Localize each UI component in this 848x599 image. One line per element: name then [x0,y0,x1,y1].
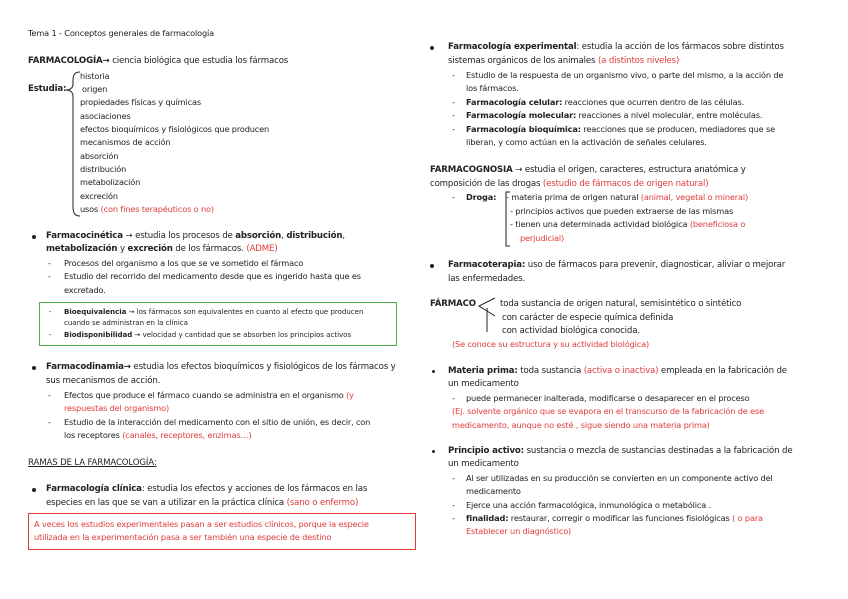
principio-activo-line1 [448,447,792,456]
farmaco-item: con actividad biológica conocida. [502,326,640,336]
list-item [466,98,744,106]
list-item: asociaciones [80,111,131,121]
heading-text: RAMAS DE LA FARMACOLOGÍA [28,458,154,468]
page-title: Tema 1 - Conceptos generales de farmacología [28,28,215,38]
bullet-icon [32,235,36,239]
materia-prima-term: Materia prima: [448,366,518,376]
bullet-icon [32,366,36,370]
note: ( o para [732,513,763,523]
farmacodinamia-line2: sus mecanismos de acción. [46,376,161,386]
experimental-line2 [448,57,679,66]
example-note: (Ej. solvente orgánico que se evapora en el transcurso de la fabricación de ese [452,406,764,416]
ramas-heading [28,459,157,468]
list-item [466,514,763,522]
arrow-icon: → [122,231,136,241]
text: especies en las que se van a utilizar en la práctica clínica [46,498,287,508]
brace-icon [477,296,497,336]
bioequivalencia-line [64,309,363,316]
list-item: metabolización [80,177,141,187]
farmacologia-definition [28,57,288,66]
note: (a distintos niveles) [597,56,680,66]
dash-icon: - [49,331,52,339]
dash-icon: - [452,97,455,107]
note: (activa o inactiva) [583,366,659,376]
materia-prima-line2: un medicamento [448,379,519,389]
droga-item [506,193,748,201]
dash-icon: - [452,393,455,403]
farmacognosia-line2 [430,180,708,189]
list-item: mecanismos de acción [80,137,171,147]
bioequivalencia-cont: cuando se administran en la clínica [64,319,188,327]
text: estudia los procesos de [135,231,236,241]
clinica-line2 [46,499,358,508]
farmacoterapia-term: Farmacoterapia: [448,260,526,270]
materia-prima-line1 [448,367,787,376]
dash-icon: - [452,124,455,134]
list-item [466,125,775,133]
red-box-line1: A veces los estudios experimentales pasan a ser estudios clínicos, porque la especie [34,519,369,529]
keyword: Farmacología bioquímica: [466,124,581,134]
dash-icon: - [49,308,52,316]
text: - tienen una determinada actividad biológica [510,219,690,229]
keyword: absorción [235,231,282,241]
keyword: excreción [127,244,173,254]
note: (canales, receptores, enzimas…) [122,430,252,440]
farmacocinetica-term: Farmacocinética [46,231,123,241]
note: (estudio de fármacos de origen natural) [542,179,709,189]
bullet-icon [430,264,434,268]
text: reacciones que ocurren dentro de las células. [562,97,745,107]
dash-icon: - [452,500,455,510]
text: , [342,231,345,241]
dash-icon: - [452,70,455,80]
list-item: historia [80,71,110,81]
text: reacciones que se producen, mediadores que se [580,124,775,134]
red-box-line2: utilizada en la experimentación pasa a ser también una especie de destino [34,532,332,542]
keyword: distribución [286,231,343,241]
estudia-label: Estudia: [28,84,67,94]
clinica-line1 [46,485,367,494]
text: → velocidad y cantidad que se absorben los principios activos [132,331,352,339]
list-item: liberan, y como actúan en la activación de señales celulares. [466,137,707,147]
list-item: Ejerce una acción farmacológica, inmunológica o metabólica . [466,500,712,510]
arrow-icon: → [512,165,525,175]
list-item: origen [82,84,108,94]
experimental-term: Farmacología experimental [448,42,577,52]
text: sustancia o mezcla de sustancias destinadas a la fabricación de [523,446,793,456]
list-item-text: usos [80,204,99,214]
note: (animal, vegetal o mineral) [640,192,749,202]
list-item: Estudio de la interacción del medicamento con el sitio de unión, es decir, con [64,417,371,427]
text: y [117,244,128,254]
list-item: excretado. [64,285,106,295]
keyword: Farmacología molecular: [466,110,577,120]
farmaco-term: FÁRMACO [430,299,476,309]
list-item: propiedades físicas y químicas [80,97,201,107]
principio-activo-term: Principio activo: [448,446,524,456]
note: (beneficiosa o [689,219,746,229]
farmacodinamia-line1 [46,363,396,372]
list-item: Procesos del organismo a los que se ve sometido el fármaco [64,258,304,268]
farmacognosia-line1 [430,166,746,175]
keyword: metabolización [46,244,118,254]
text: los receptores [64,430,123,440]
note: (sano o enfermo) [286,498,359,508]
farmacocinetica-line1 [46,232,345,241]
list-item-note: (con fines terapéuticos o no) [100,204,214,214]
list-item [466,111,762,119]
text: sistemas orgánicos de los animales [448,56,598,66]
example-note: medicamento, aunque no esté , sigue siendo una materia prima) [452,420,710,430]
arrow-icon: → [123,362,131,372]
farmaco-item: toda sustancia de origen natural, semisintético o sintético [500,299,742,309]
text: composición de las drogas [430,179,543,189]
text: uso de fármacos para prevenir, diagnosticar, aliviar o mejorar [525,260,786,270]
farmacodinamia-term: Farmacodinamia [46,362,124,372]
keyword: Farmacología celular: [466,97,563,107]
list-item [80,205,214,213]
list-item: puede permanecer inalterada, modificarse o desaparecer en el proceso [466,393,750,403]
list-item: distribución [80,164,127,174]
heading-colon: : [153,458,157,468]
text: toda sustancia [517,366,584,376]
farmaco-note: (Se conoce su estructura y su actividad biológica) [452,339,649,349]
text: estudia el origen, caracteres, estructura anatómica y [524,165,746,175]
bullet-icon [432,450,435,453]
farmacologia-text: ciencia biológica que estudia los fármacos [109,56,289,66]
droga-label: Droga: [466,192,497,202]
bullet-icon [430,46,434,50]
farmacologia-term: FARMACOLOGÍA [28,56,103,66]
farmacoterapia-line1 [448,261,785,270]
list-item: absorción [80,151,119,161]
bioequivalencia-term: Bioequivalencia [64,308,127,316]
note: respuestas del organismo) [64,403,169,413]
biodisponibilidad-term: Biodisponibilidad [64,331,133,339]
principio-activo-line2: un medicamento [448,459,519,469]
text: restaurar, corregir o modificar las funciones fisiológicas [508,513,733,523]
dash-icon: - [452,473,455,483]
farmacoterapia-line2: las enfermedades. [448,274,526,284]
list-item: Estudio del recorrido del medicamento desde que es ingerido hasta que es [64,271,361,281]
droga-item: - principios activos que pueden extraerse de las mismas [510,206,734,216]
text: de los fármacos. [172,244,247,254]
dash-icon: - [48,390,51,400]
note: Establecer un diagnóstico) [466,526,572,536]
farmacognosia-term: FARMACOGNOSIA [430,165,513,175]
text: → los fármacos son equivalentes en cuanto al efecto que producen [126,308,364,316]
bullet-icon [432,370,435,373]
keyword: finalidad: [466,513,509,523]
bullet-icon [32,488,36,492]
dash-icon: - [48,417,51,427]
list-item: efectos bioquímicos y fisiológicos que producen [80,124,270,134]
text: empleada en la fabricación de [658,366,787,376]
list-item [64,391,354,399]
text: - materia prima de origen natural [506,192,641,202]
text: reacciones a nivel molecular, entre moléculas. [576,110,763,120]
farmacocinetica-line2 [46,245,278,254]
text: : estudia los efectos y acciones de los fármacos en las [141,484,368,494]
clinica-term: Farmacología clínica [46,484,142,494]
text: , [281,231,287,241]
arrow-icon: → [102,56,110,66]
list-item [64,431,252,439]
dash-icon: - [452,192,455,202]
list-item: excreción [80,191,118,201]
list-item: Al ser utilizadas en su producción se convierten en un componente activo del [466,473,773,483]
dash-icon: - [452,513,455,523]
experimental-line1 [448,43,784,52]
dash-icon: - [48,258,51,268]
text: estudia los efectos bioquímicos y fisiológicos de los fármacos y [130,362,396,372]
note: (y [346,390,354,400]
dash-icon: - [452,110,455,120]
text: Efectos que produce el fármaco cuando se administra en el organismo [64,390,347,400]
list-item: Estudio de la respuesta de un organismo vivo, o parte del mismo, a la acción de [466,70,784,80]
dash-icon: - [48,271,51,281]
biodisponibilidad-line [64,332,351,339]
droga-item [510,220,745,228]
list-item: medicamento [466,486,521,496]
list-item: los fármacos. [466,83,519,93]
text: : estudia la acción de los fármacos sobre distintos [576,42,784,52]
note: (ADME) [246,244,278,254]
note: perjudicial) [520,233,564,243]
farmaco-item: con carácter de especie química definida [502,313,674,323]
